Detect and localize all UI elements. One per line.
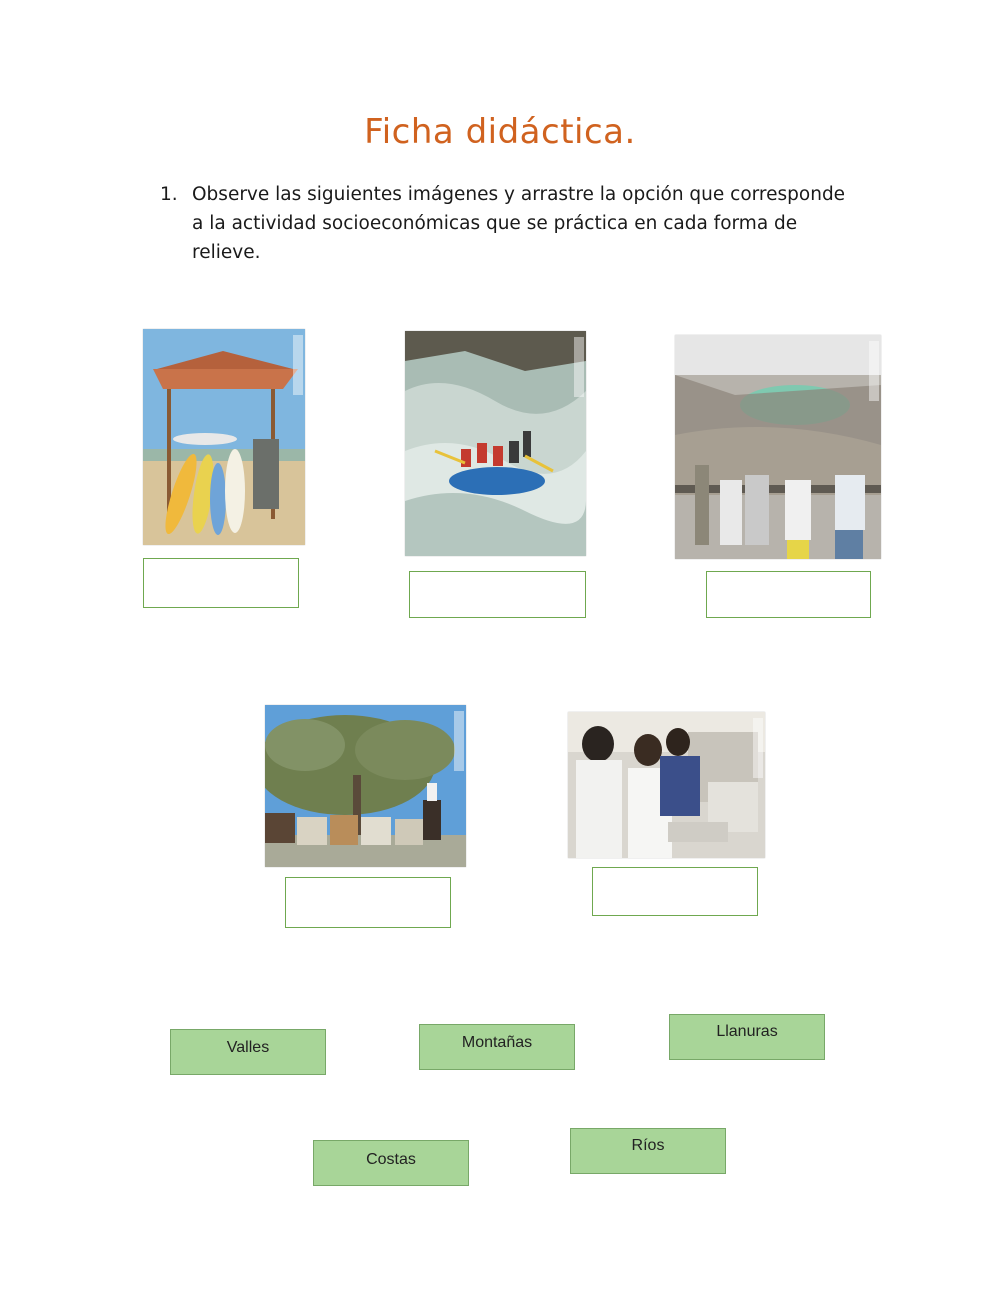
- instruction-number: 1.: [160, 184, 178, 205]
- drop-zone-beach[interactable]: [143, 558, 299, 608]
- drop-zone-lab[interactable]: [592, 867, 758, 916]
- instruction-text: Observe las siguientes imágenes y arrastre la opción que corresponde a la actividad socioeconómicas que se práctica en cada forma de relieve.: [192, 184, 846, 263]
- option-rios[interactable]: [570, 1128, 726, 1174]
- option-rios-label: Ríos: [631, 1137, 665, 1154]
- option-costas-label: Costas: [366, 1151, 416, 1168]
- page-title: Ficha didáctica.: [364, 112, 636, 152]
- drop-zone-river[interactable]: [409, 571, 586, 618]
- option-valles[interactable]: [170, 1029, 326, 1075]
- option-montanas[interactable]: [419, 1024, 575, 1070]
- cattle-herding-photo: [265, 705, 466, 867]
- option-montanas-label: Montañas: [461, 1034, 533, 1051]
- drop-zone-cattle[interactable]: [285, 877, 451, 928]
- option-costas[interactable]: [313, 1140, 469, 1186]
- option-llanuras[interactable]: [669, 1014, 825, 1060]
- option-valles-label: Valles: [226, 1039, 270, 1056]
- beach-surfboards-photo: [143, 329, 305, 545]
- technicians-lab-photo: [568, 712, 765, 858]
- volcano-crater-photo: [675, 335, 881, 559]
- drop-zone-volcano[interactable]: [706, 571, 871, 618]
- option-llanuras-label: Llanuras: [716, 1023, 778, 1040]
- river-rafting-photo: [405, 331, 586, 556]
